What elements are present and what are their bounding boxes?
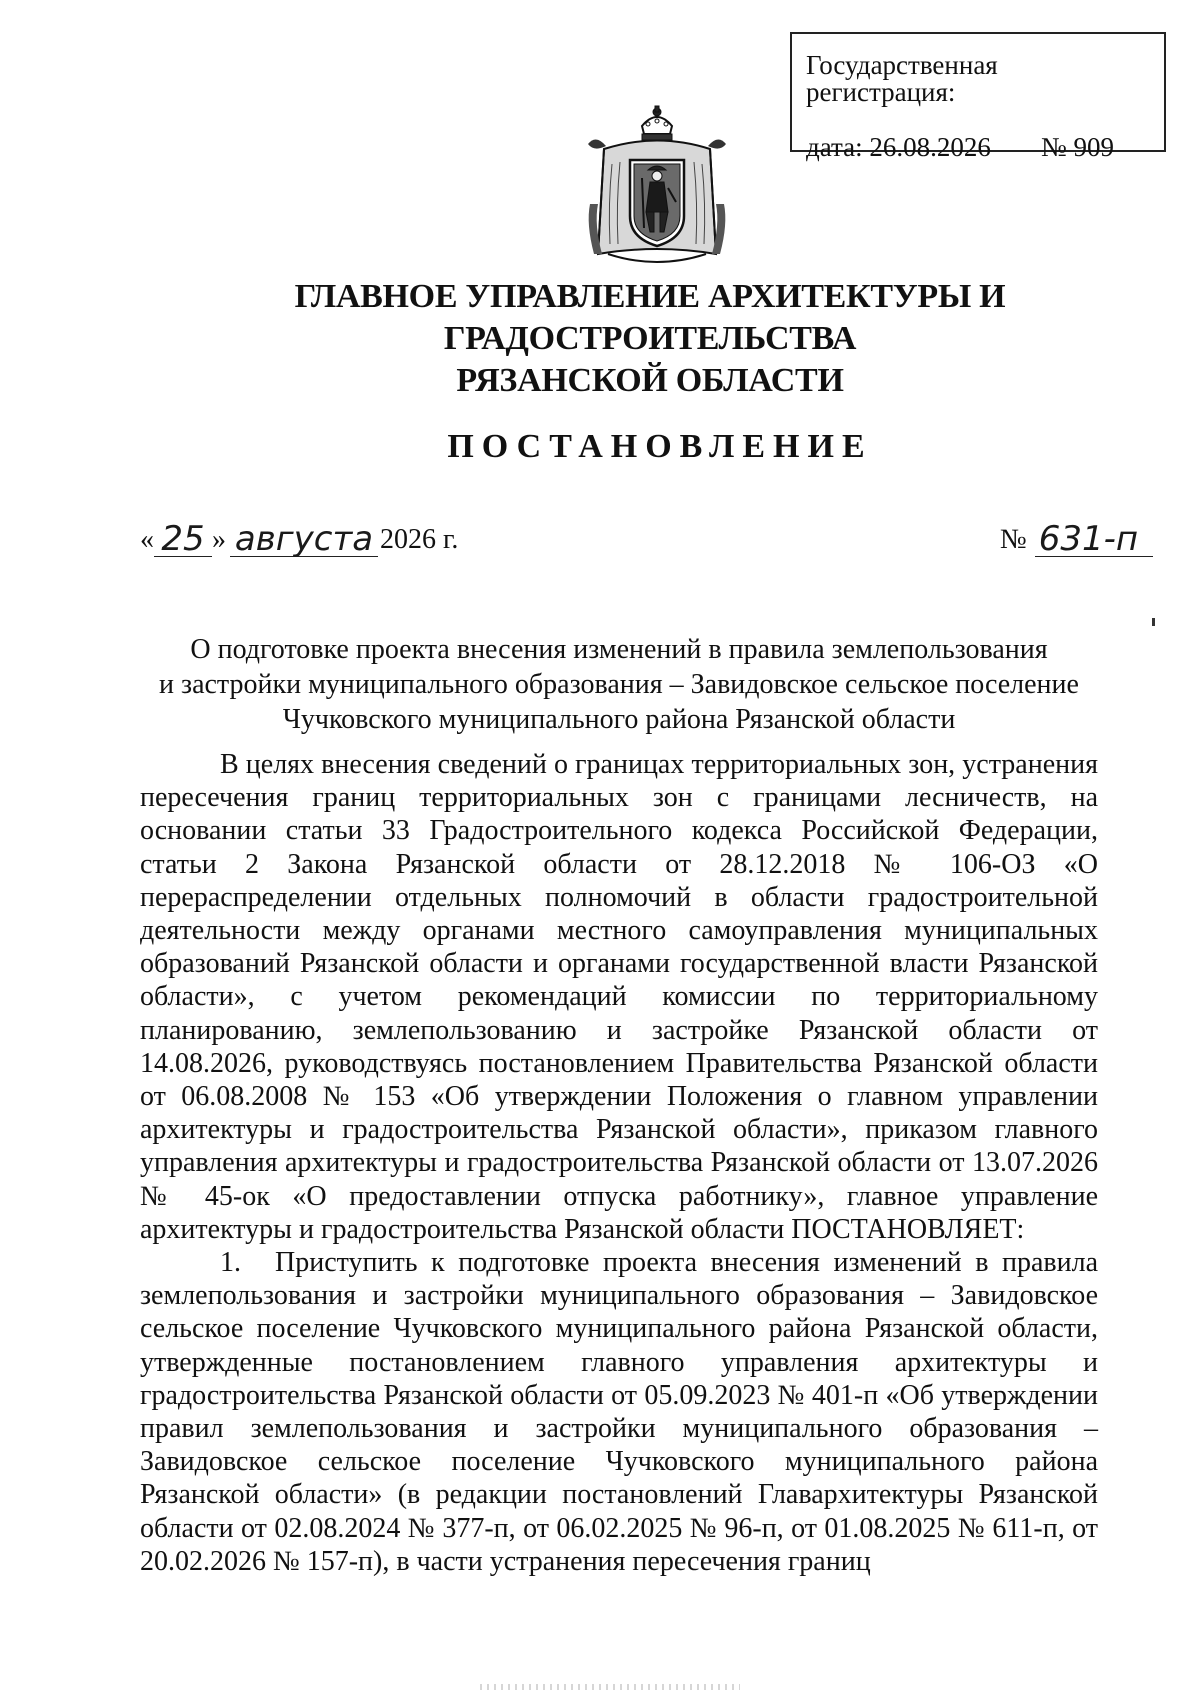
document-date [140, 519, 459, 559]
item-1-text: Приступить к подготовке проекта внесения изменений в правила землепользования и застройки муниципального образования – Завидовское сельское поселение Чучковского муниципального района Рязанской области, утвержденные постановлением главного управления архитектуры и градостроительства Рязанской области от 05.09.2023 № 401-п «Об утверждении правил землепользования и застройки муниципального образования – Завидовское сельское поселение Чучковского муниципального района Рязанской области» (в редакции постановлений Главархитектуры Рязанской области от 02.08.2024 № 377-п, от 06.02.2025 № 96-п, от 01.08.2025 № 611-п, от 20.02.2026 № 157-п), в части устранения пересечения границ [140, 1247, 1098, 1577]
organization-title-line2: РЯЗАНСКОЙ ОБЛАСТИ [456, 362, 844, 399]
date-month-handwritten: августа [230, 522, 378, 557]
date-quote-close: » [212, 524, 226, 555]
date-day-handwritten: 25 [154, 522, 212, 557]
subject-line1: О подготовке проекта внесения изменений в правила землепользования [190, 634, 1048, 665]
organization-title [100, 276, 1200, 402]
document-body [140, 748, 1098, 1578]
item-1-paragraph [140, 1246, 1098, 1578]
registration-details [806, 134, 1150, 161]
date-year: 2026 г. [380, 524, 459, 555]
number-handwritten: 631-п [1035, 522, 1153, 557]
scan-artifact [1152, 618, 1155, 626]
scan-noise [480, 1684, 740, 1690]
organization-title-line1: ГЛАВНОЕ УПРАВЛЕНИЕ АРХИТЕКТУРЫ И ГРАДОСТРОИТЕЛЬСТВА [294, 278, 1006, 357]
subject-line3: Чучковского муниципального района Рязанской области [282, 704, 956, 735]
ryazan-coat-of-arms-icon [584, 104, 730, 272]
document-subject [140, 632, 1098, 737]
subject-line2: и застройки муниципального образования – Завидовское сельское поселение [159, 669, 1079, 700]
item-1-number: 1. [220, 1247, 241, 1279]
document-number [1000, 519, 1153, 559]
number-prefix: № [1000, 524, 1027, 555]
document-type-heading: ПОСТАНОВЛЕНИЕ [447, 428, 873, 465]
registration-stamp [790, 32, 1166, 162]
registration-title: Государственная регистрация: [806, 50, 998, 107]
registration-number: № 909 [1041, 132, 1115, 162]
date-quote-open: « [140, 524, 154, 555]
preamble-paragraph: В целях внесения сведений о границах территориальных зон, устранения пересечения границ территориальных зон с границами лесничеств, на основании статьи 33 Градостроительного кодекса Российской Федерации, статьи 2 Закона Рязанской области от 28.12.2018 № 106-ОЗ «О перераспределении отдельных полномочий в области градостроительной деятельности между органами местного самоуправления муниципальных образований Рязанской области и органами государственной власти Рязанской области», с учетом рекомендаций комиссии по территориальному планированию, землепользованию и застройке Рязанской области от 14.08.2026, руководствуясь постановлением Правительства Рязанской области от 06.08.2008 № 153 «Об утверждении Положения о главном управлении архитектуры и градостроительства Рязанской области», приказом главного управления архитектуры и градостроительства Рязанской области от 13.07.2026 № 45-ок «О предоставлении отпуска работнику», главное управление архитектуры и градостроительства Рязанской области ПОСТАНОВЛЯЕТ: [140, 749, 1098, 1245]
registration-date: дата: 26.08.2026 [806, 132, 991, 162]
